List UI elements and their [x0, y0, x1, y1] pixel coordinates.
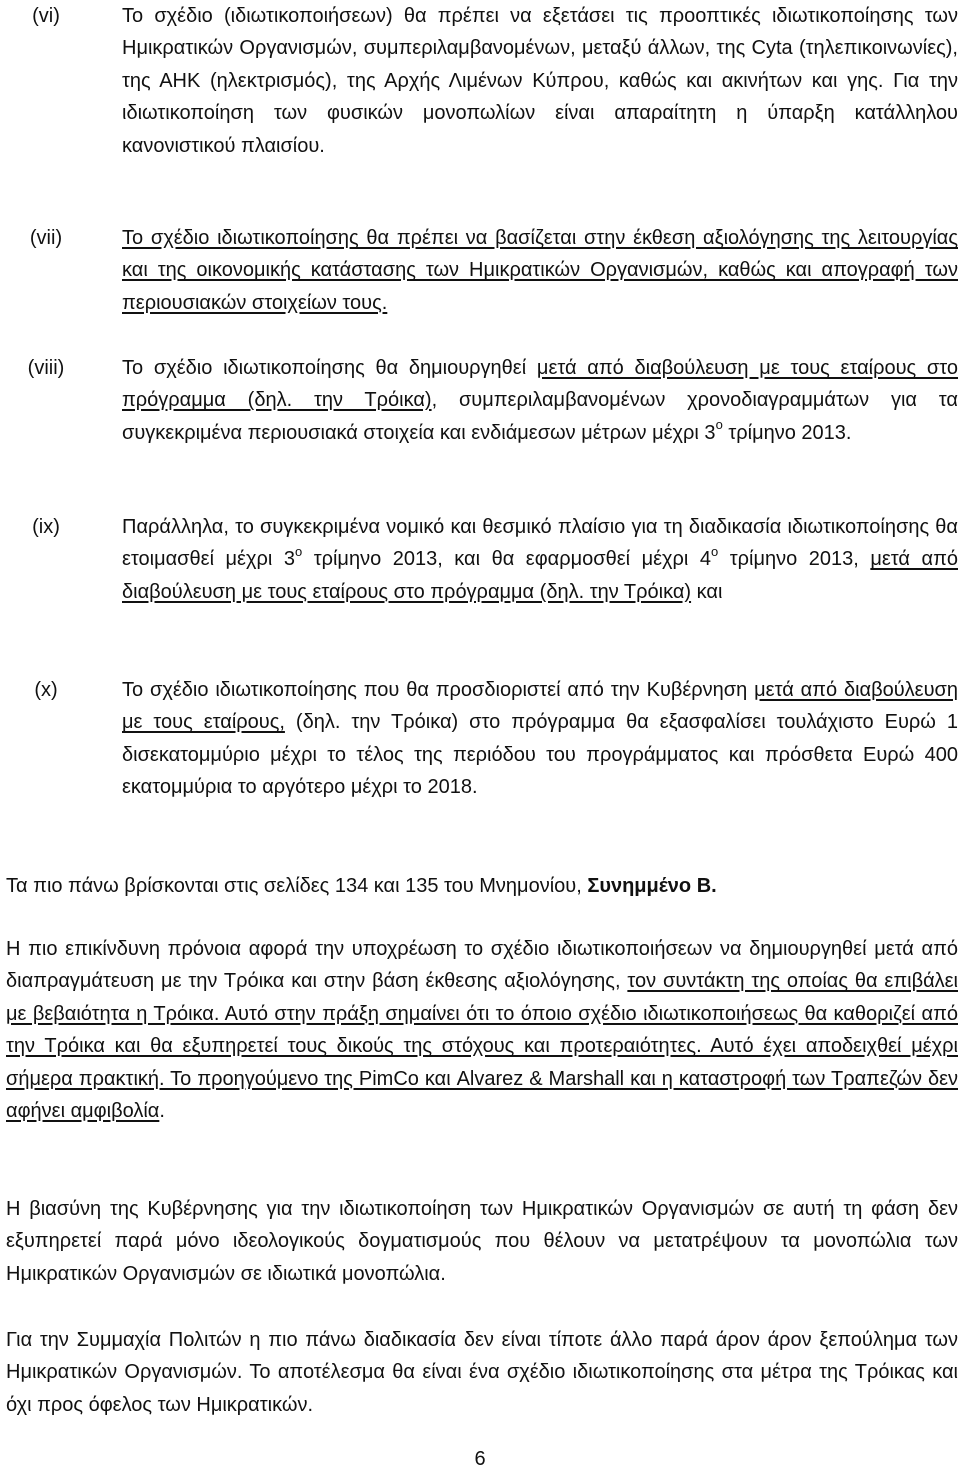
underlined-text: μετά από διαβούλευση με τους εταίρους στο πρόγραμμα (δηλ. την Τρόικα): [122, 357, 959, 412]
underlined-text: μετά από διαβούλευση με τους εταίρους στο πρόγραμμα (δηλ. την Τρόικα): [122, 548, 958, 603]
bold-text: Συνημμένο Β.: [587, 875, 717, 897]
item-text: Το σχέδιο (ιδιωτικοποιήσεων) θα πρέπει να εξετάσει τις προοπτικές ιδιωτικοποίησης των Ημικρατικών Οργανισμών, συμπεριλαμβανομένων, μεταξύ άλλων, της Cyta (τηλεπικοινωνίες), της ΑΗΚ (ηλεκτρισμός), της Αρχής Λιμένων Κύπρου, καθώς και ακινήτων και γης. Για την ιδιωτικοποίηση των φυσικών μονοπωλίων είναι απαραίτητη η ύπαρξη κατάλληλου κανονιστικού πλαισίου.: [122, 5, 958, 157]
paragraph-provision: [6, 933, 958, 1127]
text-run: τρίμηνο 2013,: [718, 548, 871, 571]
text-run: Τα πιο πάνω βρίσκονται στις σελίδες 134 και 135 του Μνημονίου,: [6, 875, 588, 897]
paragraph-reference: [6, 870, 958, 902]
item-text: [122, 352, 958, 449]
item-text: [122, 674, 958, 804]
item-number: (viii): [27, 357, 65, 379]
text-run: .: [159, 1100, 165, 1123]
text-run: (δηλ. την Τρόικα) στο πρόγραμμα θα εξασφαλίσει τουλάχιστο Ευρώ 1 δισεκατομμύριο μέχρι το τέλος της περιόδου του προγράμματος και πρόσθετα Ευρώ 400 εκατομμύρια το αργότερο μέχρι το 2018.: [122, 711, 959, 799]
item-text: Το σχέδιο ιδιωτικοποίησης θα πρέπει να βασίζεται στην έκθεση αξιολόγησης της λειτουργίας και της οικονομικής κατάστασης των Ημικρατικών Οργανισμών, καθώς και απογραφή των περιουσιακών στοιχείων τους.: [122, 227, 958, 314]
text-run: τρίμηνο 2013, και θα εφαρμοσθεί μέχρι 4: [302, 548, 712, 571]
underlined-text: μετά από διαβούλευση με τους εταίρους,: [122, 679, 958, 734]
text-run: και: [691, 580, 723, 603]
text-run: Το σχέδιο ιδιωτικοποίησης θα δημιουργηθεί: [122, 357, 537, 379]
text-run: τρίμηνο 2013.: [722, 421, 852, 444]
text-run: Η πιο επικίνδυνη πρόνοια αφορά την υποχρέωση το σχέδιο ιδιωτικοποιήσεων να δημιουργηθεί μετά από διαπραγμάτευση με την Τρόικα και στην βάση έκθεσης αξιολόγησης,: [6, 938, 958, 993]
superscript: ο: [715, 417, 723, 433]
item-number: (vi): [32, 5, 60, 27]
page-number: 6: [474, 1448, 486, 1470]
item-number: (vii): [29, 227, 63, 249]
item-number: (ix): [32, 516, 60, 538]
text-run: Παράλληλα, το συγκεκριμένα νομικό και θεσμικό πλαίσιο για τη διαδικασία ιδιωτικοποίησης θα ετοιμασθεί μέχρι 3: [122, 516, 958, 571]
superscript: ο: [294, 543, 303, 559]
paragraph-government: Η βιασύνη της Κυβέρνησης για την ιδιωτικοποίηση των Ημικρατικών Οργανισμών σε αυτή τη φάση δεν εξυπηρετεί παρά μόνο ιδεολογικούς δογματισμούς που θέλουν να μετατρέψουν τα μονοπώλια των Ημικρατικών Οργανισμών σε ιδιωτικά μονοπώλια.: [6, 1198, 958, 1285]
item-number: (x): [34, 679, 58, 701]
item-text: [122, 511, 958, 608]
superscript: ο: [711, 543, 719, 559]
text-run: Το σχέδιο ιδιωτικοποίησης που θα προσδιοριστεί από την Κυβέρνηση: [122, 679, 755, 701]
text-run: , συμπεριλαμβανομένων χρονοδιαγραμμάτων για τα συγκεκριμένα περιουσιακά στοιχεία και ενδιάμεσων μέτρων μέχρι 3: [122, 389, 958, 444]
underlined-text: τον συντάκτη της οποίας θα επιβάλει με βεβαιότητα η Τρόικα. Αυτό στην πράξη σημαίνει ότι το όποιο σχέδιο ιδιωτικοποιήσεως θα καθοριζεί από την Τρόικα και θα εξυπηρετεί τους δικούς της στόχους και προτεραιότητες. Αυτό έχει αποδειχθεί μέχρι σήμερα πρακτική. Το προηγούμενο της PimCo και Alvarez & Marshall και η καταστροφή των Τραπεζών δεν αφήνει αμφιβολία: [6, 970, 958, 1123]
paragraph-alliance: Για την Συμμαχία Πολιτών η πιο πάνω διαδικασία δεν είναι τίποτε άλλο παρά άρον άρον ξεπούλημα των Ημικρατικών Οργανισμών. Το αποτέλεσμα θα είναι ένα σχέδιο ιδιωτικοποίησης στα μέτρα της Τρόικας και όχι προς όφελος των Ημικρατικών.: [6, 1329, 958, 1416]
